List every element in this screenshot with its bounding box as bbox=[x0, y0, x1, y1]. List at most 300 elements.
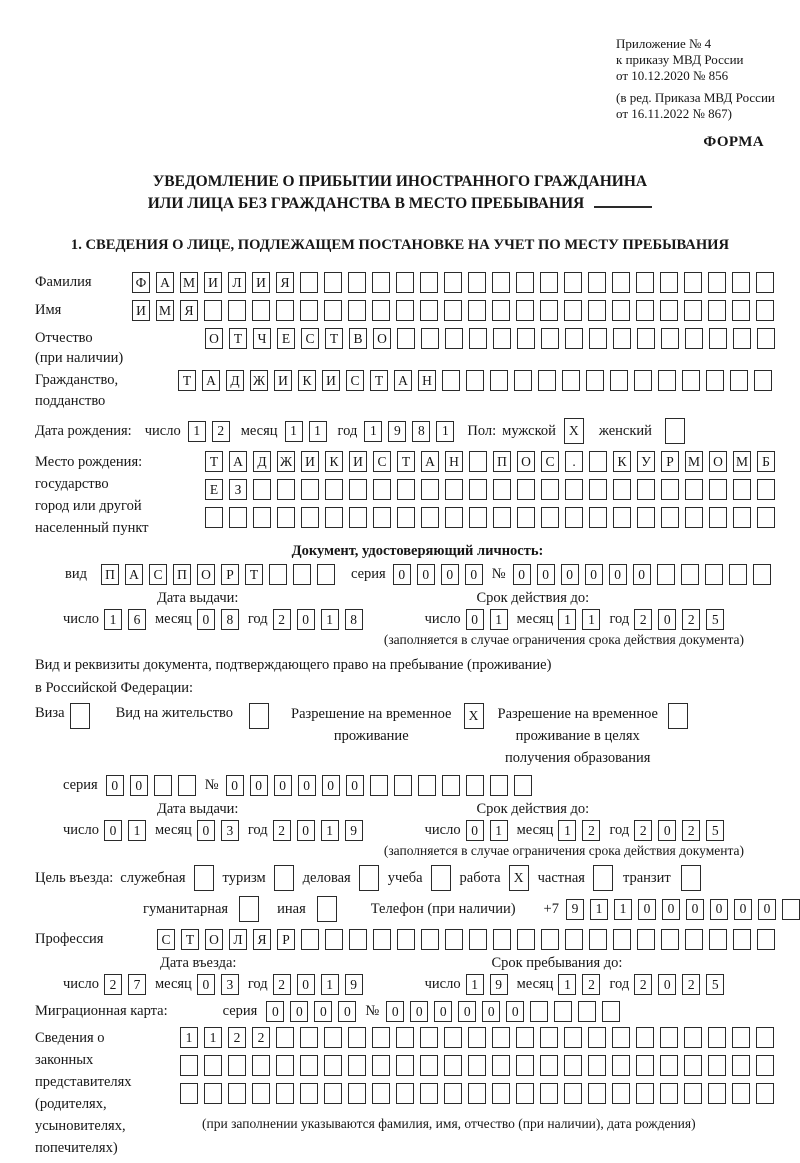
char-cell[interactable] bbox=[276, 1055, 294, 1076]
char-cell[interactable] bbox=[637, 507, 655, 528]
char-cell[interactable] bbox=[178, 775, 196, 796]
char-cell[interactable] bbox=[373, 479, 391, 500]
char-cell[interactable] bbox=[180, 1083, 198, 1104]
char-cell[interactable] bbox=[468, 300, 486, 321]
visa-checkbox[interactable] bbox=[70, 703, 90, 729]
char-cell[interactable] bbox=[372, 1027, 390, 1048]
char-cell[interactable] bbox=[324, 1083, 342, 1104]
char-cell[interactable]: 0 bbox=[658, 820, 676, 841]
char-cell[interactable]: 9 bbox=[388, 421, 406, 442]
char-cell[interactable] bbox=[421, 479, 439, 500]
char-cell[interactable] bbox=[204, 1083, 222, 1104]
char-cell[interactable] bbox=[636, 1055, 654, 1076]
char-cell[interactable] bbox=[397, 328, 415, 349]
char-cell[interactable]: 6 bbox=[128, 609, 146, 630]
char-cell[interactable]: 9 bbox=[345, 974, 363, 995]
char-cell[interactable]: 0 bbox=[290, 1001, 308, 1022]
char-cell[interactable] bbox=[442, 370, 460, 391]
char-cell[interactable]: Р bbox=[661, 451, 679, 472]
char-cell[interactable] bbox=[300, 1083, 318, 1104]
char-cell[interactable] bbox=[325, 929, 343, 950]
char-cell[interactable]: П bbox=[173, 564, 191, 585]
char-cell[interactable] bbox=[668, 703, 688, 729]
char-cell[interactable]: 0 bbox=[314, 1001, 332, 1022]
char-cell[interactable] bbox=[396, 1027, 414, 1048]
char-cell[interactable] bbox=[602, 1001, 620, 1022]
char-cell[interactable]: 1 bbox=[364, 421, 382, 442]
char-cell[interactable]: Т bbox=[229, 328, 247, 349]
char-cell[interactable] bbox=[661, 507, 679, 528]
char-cell[interactable] bbox=[756, 272, 774, 293]
char-cell[interactable]: П bbox=[493, 451, 511, 472]
char-cell[interactable]: 2 bbox=[212, 421, 230, 442]
char-cell[interactable] bbox=[588, 1083, 606, 1104]
char-cell[interactable] bbox=[613, 328, 631, 349]
char-cell[interactable] bbox=[228, 1083, 246, 1104]
char-cell[interactable] bbox=[729, 564, 747, 585]
char-cell[interactable] bbox=[540, 300, 558, 321]
char-cell[interactable]: М bbox=[180, 272, 198, 293]
char-cell[interactable] bbox=[418, 775, 436, 796]
char-cell[interactable]: 1 bbox=[128, 820, 146, 841]
char-cell[interactable] bbox=[253, 507, 271, 528]
char-cell[interactable] bbox=[685, 328, 703, 349]
char-cell[interactable] bbox=[540, 1055, 558, 1076]
char-cell[interactable] bbox=[665, 418, 685, 444]
char-cell[interactable]: 0 bbox=[297, 974, 315, 995]
char-cell[interactable]: 3 bbox=[221, 820, 239, 841]
char-cell[interactable] bbox=[420, 300, 438, 321]
char-cell[interactable]: А bbox=[125, 564, 143, 585]
char-cell[interactable] bbox=[588, 272, 606, 293]
char-cell[interactable] bbox=[397, 929, 415, 950]
char-cell[interactable]: 0 bbox=[250, 775, 268, 796]
char-cell[interactable]: 1 bbox=[490, 820, 508, 841]
char-cell[interactable]: 0 bbox=[513, 564, 531, 585]
char-cell[interactable] bbox=[637, 328, 655, 349]
char-cell[interactable]: 2 bbox=[682, 974, 700, 995]
char-cell[interactable]: 0 bbox=[633, 564, 651, 585]
char-cell[interactable] bbox=[517, 507, 535, 528]
char-cell[interactable] bbox=[372, 272, 390, 293]
char-cell[interactable] bbox=[301, 479, 319, 500]
char-cell[interactable]: X bbox=[564, 418, 584, 444]
char-cell[interactable] bbox=[709, 479, 727, 500]
char-cell[interactable]: 0 bbox=[482, 1001, 500, 1022]
purpose-transit-checkbox[interactable] bbox=[681, 865, 701, 891]
char-cell[interactable] bbox=[708, 272, 726, 293]
char-cell[interactable] bbox=[660, 272, 678, 293]
char-cell[interactable] bbox=[564, 1083, 582, 1104]
char-cell[interactable] bbox=[372, 300, 390, 321]
char-cell[interactable]: 1 bbox=[309, 421, 327, 442]
purpose-humanitarian-checkbox[interactable] bbox=[239, 896, 259, 922]
char-cell[interactable]: 2 bbox=[582, 974, 600, 995]
char-cell[interactable]: 0 bbox=[585, 564, 603, 585]
char-cell[interactable]: О bbox=[517, 451, 535, 472]
char-cell[interactable]: Т bbox=[205, 451, 223, 472]
char-cell[interactable] bbox=[756, 300, 774, 321]
char-cell[interactable] bbox=[325, 507, 343, 528]
char-cell[interactable] bbox=[564, 1055, 582, 1076]
char-cell[interactable] bbox=[756, 1055, 774, 1076]
char-cell[interactable]: 0 bbox=[710, 899, 728, 920]
char-cell[interactable] bbox=[468, 1055, 486, 1076]
char-cell[interactable]: 2 bbox=[682, 609, 700, 630]
char-cell[interactable] bbox=[420, 1027, 438, 1048]
char-cell[interactable] bbox=[324, 272, 342, 293]
char-cell[interactable]: 0 bbox=[662, 899, 680, 920]
char-cell[interactable]: А bbox=[156, 272, 174, 293]
char-cell[interactable]: Т bbox=[245, 564, 263, 585]
char-cell[interactable]: 0 bbox=[658, 974, 676, 995]
sex-male-checkbox[interactable] bbox=[564, 418, 584, 444]
char-cell[interactable] bbox=[613, 929, 631, 950]
char-cell[interactable] bbox=[492, 1027, 510, 1048]
char-cell[interactable] bbox=[541, 479, 559, 500]
char-cell[interactable] bbox=[517, 929, 535, 950]
phone-cells[interactable] bbox=[566, 899, 800, 920]
char-cell[interactable]: Я bbox=[180, 300, 198, 321]
char-cell[interactable] bbox=[708, 1027, 726, 1048]
char-cell[interactable] bbox=[394, 775, 412, 796]
char-cell[interactable] bbox=[469, 929, 487, 950]
char-cell[interactable]: 2 bbox=[634, 609, 652, 630]
char-cell[interactable]: 1 bbox=[321, 820, 339, 841]
char-cell[interactable]: К bbox=[325, 451, 343, 472]
char-cell[interactable] bbox=[469, 451, 487, 472]
char-cell[interactable]: Т bbox=[325, 328, 343, 349]
char-cell[interactable]: 2 bbox=[682, 820, 700, 841]
char-cell[interactable] bbox=[466, 775, 484, 796]
char-cell[interactable] bbox=[733, 929, 751, 950]
char-cell[interactable]: 2 bbox=[273, 609, 291, 630]
char-cell[interactable] bbox=[277, 479, 295, 500]
char-cell[interactable]: 1 bbox=[614, 899, 632, 920]
purpose-tourism-checkbox[interactable] bbox=[274, 865, 294, 891]
char-cell[interactable] bbox=[681, 865, 701, 891]
char-cell[interactable] bbox=[657, 564, 675, 585]
char-cell[interactable] bbox=[540, 272, 558, 293]
char-cell[interactable] bbox=[613, 479, 631, 500]
char-cell[interactable] bbox=[492, 300, 510, 321]
char-cell[interactable] bbox=[564, 300, 582, 321]
char-cell[interactable]: 7 bbox=[128, 974, 146, 995]
char-cell[interactable]: 9 bbox=[345, 820, 363, 841]
char-cell[interactable] bbox=[154, 775, 172, 796]
char-cell[interactable]: К bbox=[298, 370, 316, 391]
char-cell[interactable]: 2 bbox=[634, 820, 652, 841]
char-cell[interactable] bbox=[468, 1083, 486, 1104]
char-cell[interactable] bbox=[564, 1027, 582, 1048]
char-cell[interactable] bbox=[636, 1083, 654, 1104]
char-cell[interactable] bbox=[757, 929, 775, 950]
char-cell[interactable]: М bbox=[733, 451, 751, 472]
char-cell[interactable] bbox=[252, 1083, 270, 1104]
char-cell[interactable]: 2 bbox=[228, 1027, 246, 1048]
char-cell[interactable]: А bbox=[394, 370, 412, 391]
char-cell[interactable] bbox=[277, 507, 295, 528]
char-cell[interactable] bbox=[445, 507, 463, 528]
char-cell[interactable] bbox=[634, 370, 652, 391]
char-cell[interactable]: В bbox=[349, 328, 367, 349]
char-cell[interactable]: О bbox=[373, 328, 391, 349]
char-cell[interactable] bbox=[204, 300, 222, 321]
char-cell[interactable] bbox=[348, 272, 366, 293]
char-cell[interactable] bbox=[396, 272, 414, 293]
char-cell[interactable]: Д bbox=[253, 451, 271, 472]
char-cell[interactable] bbox=[468, 272, 486, 293]
char-cell[interactable] bbox=[637, 929, 655, 950]
char-cell[interactable]: Р bbox=[277, 929, 295, 950]
char-cell[interactable] bbox=[373, 507, 391, 528]
char-cell[interactable] bbox=[421, 507, 439, 528]
char-cell[interactable] bbox=[373, 929, 391, 950]
char-cell[interactable]: Н bbox=[445, 451, 463, 472]
char-cell[interactable]: 2 bbox=[104, 974, 122, 995]
char-cell[interactable] bbox=[325, 479, 343, 500]
char-cell[interactable]: Т bbox=[370, 370, 388, 391]
char-cell[interactable] bbox=[732, 300, 750, 321]
char-cell[interactable]: 1 bbox=[104, 609, 122, 630]
char-cell[interactable]: Я bbox=[253, 929, 271, 950]
char-cell[interactable]: Ч bbox=[253, 328, 271, 349]
char-cell[interactable] bbox=[397, 507, 415, 528]
char-cell[interactable]: Р bbox=[221, 564, 239, 585]
char-cell[interactable] bbox=[228, 1055, 246, 1076]
char-cell[interactable]: 0 bbox=[410, 1001, 428, 1022]
char-cell[interactable] bbox=[658, 370, 676, 391]
char-cell[interactable] bbox=[516, 272, 534, 293]
char-cell[interactable] bbox=[444, 1083, 462, 1104]
char-cell[interactable] bbox=[661, 328, 679, 349]
char-cell[interactable] bbox=[685, 479, 703, 500]
char-cell[interactable] bbox=[733, 328, 751, 349]
char-cell[interactable]: 9 bbox=[566, 899, 584, 920]
char-cell[interactable] bbox=[431, 865, 451, 891]
char-cell[interactable]: 0 bbox=[130, 775, 148, 796]
char-cell[interactable] bbox=[661, 929, 679, 950]
char-cell[interactable]: 0 bbox=[458, 1001, 476, 1022]
char-cell[interactable] bbox=[317, 564, 335, 585]
char-cell[interactable] bbox=[660, 1083, 678, 1104]
char-cell[interactable]: 0 bbox=[537, 564, 555, 585]
purpose-official-checkbox[interactable] bbox=[194, 865, 214, 891]
char-cell[interactable]: 0 bbox=[197, 820, 215, 841]
char-cell[interactable] bbox=[300, 300, 318, 321]
char-cell[interactable] bbox=[253, 479, 271, 500]
char-cell[interactable]: С bbox=[373, 451, 391, 472]
char-cell[interactable] bbox=[709, 929, 727, 950]
char-cell[interactable]: О bbox=[205, 929, 223, 950]
purpose-work-checkbox[interactable] bbox=[509, 865, 529, 891]
char-cell[interactable] bbox=[442, 775, 460, 796]
char-cell[interactable]: 0 bbox=[417, 564, 435, 585]
char-cell[interactable] bbox=[516, 1083, 534, 1104]
char-cell[interactable] bbox=[530, 1001, 548, 1022]
char-cell[interactable] bbox=[469, 479, 487, 500]
purpose-business-checkbox[interactable] bbox=[359, 865, 379, 891]
char-cell[interactable] bbox=[396, 300, 414, 321]
char-cell[interactable]: Т bbox=[397, 451, 415, 472]
char-cell[interactable] bbox=[249, 703, 269, 729]
char-cell[interactable] bbox=[589, 451, 607, 472]
char-cell[interactable] bbox=[396, 1083, 414, 1104]
char-cell[interactable] bbox=[733, 507, 751, 528]
char-cell[interactable] bbox=[588, 1027, 606, 1048]
char-cell[interactable] bbox=[324, 1055, 342, 1076]
char-cell[interactable] bbox=[733, 479, 751, 500]
char-cell[interactable] bbox=[753, 564, 771, 585]
char-cell[interactable] bbox=[517, 479, 535, 500]
char-cell[interactable] bbox=[636, 1027, 654, 1048]
char-cell[interactable]: 1 bbox=[558, 609, 576, 630]
char-cell[interactable]: 0 bbox=[758, 899, 776, 920]
char-cell[interactable] bbox=[229, 507, 247, 528]
char-cell[interactable] bbox=[636, 272, 654, 293]
char-cell[interactable]: Л bbox=[229, 929, 247, 950]
char-cell[interactable] bbox=[684, 272, 702, 293]
char-cell[interactable]: 1 bbox=[436, 421, 454, 442]
char-cell[interactable]: 5 bbox=[706, 820, 724, 841]
char-cell[interactable]: 1 bbox=[558, 820, 576, 841]
char-cell[interactable] bbox=[324, 300, 342, 321]
char-cell[interactable]: 0 bbox=[266, 1001, 284, 1022]
char-cell[interactable] bbox=[586, 370, 604, 391]
char-cell[interactable]: И bbox=[274, 370, 292, 391]
char-cell[interactable]: 0 bbox=[322, 775, 340, 796]
char-cell[interactable]: X bbox=[464, 703, 484, 729]
char-cell[interactable] bbox=[444, 272, 462, 293]
char-cell[interactable]: М bbox=[156, 300, 174, 321]
char-cell[interactable] bbox=[276, 300, 294, 321]
char-cell[interactable] bbox=[709, 507, 727, 528]
char-cell[interactable]: С bbox=[157, 929, 175, 950]
char-cell[interactable] bbox=[684, 1083, 702, 1104]
char-cell[interactable]: 0 bbox=[106, 775, 124, 796]
char-cell[interactable] bbox=[708, 300, 726, 321]
char-cell[interactable]: 5 bbox=[706, 974, 724, 995]
char-cell[interactable] bbox=[445, 479, 463, 500]
char-cell[interactable] bbox=[228, 300, 246, 321]
char-cell[interactable] bbox=[565, 507, 583, 528]
char-cell[interactable] bbox=[637, 479, 655, 500]
char-cell[interactable] bbox=[564, 272, 582, 293]
char-cell[interactable]: У bbox=[637, 451, 655, 472]
char-cell[interactable] bbox=[397, 479, 415, 500]
char-cell[interactable]: . bbox=[565, 451, 583, 472]
char-cell[interactable] bbox=[612, 1083, 630, 1104]
char-cell[interactable] bbox=[300, 272, 318, 293]
char-cell[interactable] bbox=[276, 1083, 294, 1104]
char-cell[interactable] bbox=[349, 929, 367, 950]
char-cell[interactable]: Т bbox=[178, 370, 196, 391]
char-cell[interactable] bbox=[705, 564, 723, 585]
char-cell[interactable] bbox=[293, 564, 311, 585]
char-cell[interactable] bbox=[516, 1055, 534, 1076]
char-cell[interactable] bbox=[300, 1055, 318, 1076]
char-cell[interactable]: Я bbox=[276, 272, 294, 293]
char-cell[interactable]: А bbox=[229, 451, 247, 472]
char-cell[interactable] bbox=[612, 1055, 630, 1076]
char-cell[interactable]: 2 bbox=[273, 820, 291, 841]
char-cell[interactable]: Л bbox=[228, 272, 246, 293]
purpose-other-checkbox[interactable] bbox=[317, 896, 337, 922]
purpose-study-checkbox[interactable] bbox=[431, 865, 451, 891]
char-cell[interactable] bbox=[70, 703, 90, 729]
char-cell[interactable]: 0 bbox=[338, 1001, 356, 1022]
char-cell[interactable] bbox=[756, 1027, 774, 1048]
char-cell[interactable] bbox=[589, 328, 607, 349]
char-cell[interactable] bbox=[324, 1027, 342, 1048]
char-cell[interactable]: 8 bbox=[412, 421, 430, 442]
char-cell[interactable] bbox=[348, 1083, 366, 1104]
char-cell[interactable] bbox=[372, 1055, 390, 1076]
char-cell[interactable]: 0 bbox=[297, 609, 315, 630]
char-cell[interactable]: 0 bbox=[434, 1001, 452, 1022]
char-cell[interactable] bbox=[490, 370, 508, 391]
char-cell[interactable] bbox=[660, 1027, 678, 1048]
temp-permit-edu-checkbox[interactable] bbox=[668, 703, 688, 729]
char-cell[interactable] bbox=[514, 370, 532, 391]
char-cell[interactable] bbox=[541, 929, 559, 950]
char-cell[interactable]: О bbox=[709, 451, 727, 472]
char-cell[interactable] bbox=[565, 929, 583, 950]
char-cell[interactable]: А bbox=[202, 370, 220, 391]
char-cell[interactable]: 0 bbox=[197, 609, 215, 630]
char-cell[interactable] bbox=[269, 564, 287, 585]
char-cell[interactable]: Е bbox=[277, 328, 295, 349]
char-cell[interactable] bbox=[445, 929, 463, 950]
char-cell[interactable] bbox=[493, 479, 511, 500]
char-cell[interactable]: Б bbox=[757, 451, 775, 472]
char-cell[interactable]: X bbox=[509, 865, 529, 891]
char-cell[interactable] bbox=[420, 1055, 438, 1076]
char-cell[interactable]: 0 bbox=[197, 974, 215, 995]
char-cell[interactable]: 1 bbox=[188, 421, 206, 442]
char-cell[interactable] bbox=[469, 328, 487, 349]
char-cell[interactable]: 2 bbox=[252, 1027, 270, 1048]
char-cell[interactable] bbox=[493, 507, 511, 528]
char-cell[interactable] bbox=[684, 1055, 702, 1076]
char-cell[interactable]: 0 bbox=[441, 564, 459, 585]
char-cell[interactable] bbox=[301, 929, 319, 950]
char-cell[interactable]: 0 bbox=[638, 899, 656, 920]
char-cell[interactable] bbox=[757, 507, 775, 528]
char-cell[interactable]: 2 bbox=[273, 974, 291, 995]
char-cell[interactable] bbox=[349, 507, 367, 528]
char-cell[interactable] bbox=[300, 1027, 318, 1048]
char-cell[interactable] bbox=[514, 775, 532, 796]
char-cell[interactable]: З bbox=[229, 479, 247, 500]
char-cell[interactable]: Н bbox=[418, 370, 436, 391]
char-cell[interactable]: 1 bbox=[582, 609, 600, 630]
char-cell[interactable] bbox=[589, 929, 607, 950]
char-cell[interactable]: И bbox=[322, 370, 340, 391]
char-cell[interactable]: Т bbox=[181, 929, 199, 950]
char-cell[interactable]: 1 bbox=[466, 974, 484, 995]
char-cell[interactable] bbox=[301, 507, 319, 528]
char-cell[interactable] bbox=[239, 896, 259, 922]
char-cell[interactable]: 5 bbox=[706, 609, 724, 630]
char-cell[interactable] bbox=[349, 479, 367, 500]
char-cell[interactable]: 0 bbox=[466, 820, 484, 841]
char-cell[interactable] bbox=[517, 328, 535, 349]
char-cell[interactable] bbox=[194, 865, 214, 891]
char-cell[interactable] bbox=[492, 1055, 510, 1076]
char-cell[interactable]: 2 bbox=[634, 974, 652, 995]
char-cell[interactable] bbox=[562, 370, 580, 391]
